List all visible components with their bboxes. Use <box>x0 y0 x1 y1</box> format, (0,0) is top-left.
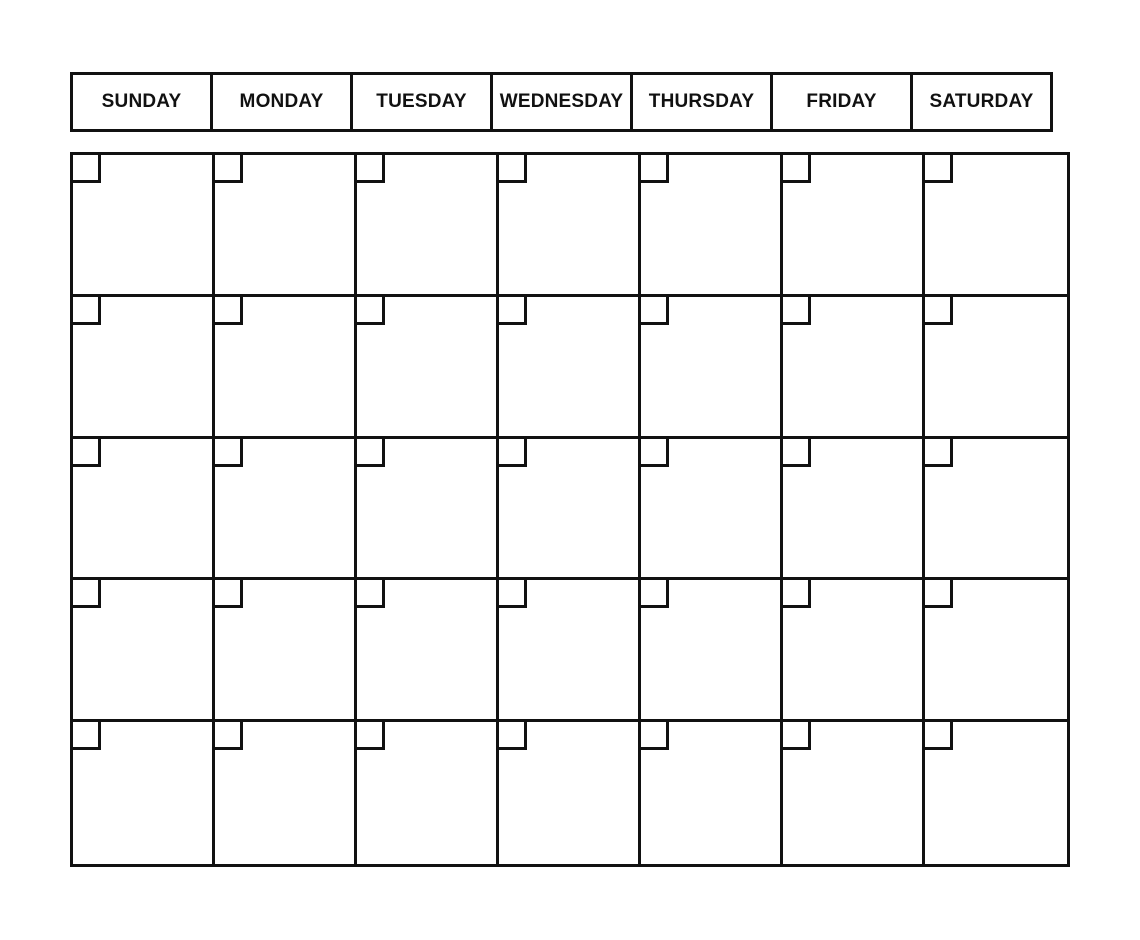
day-cell <box>215 297 357 439</box>
day-cell <box>215 722 357 864</box>
date-number-box <box>783 155 811 183</box>
day-cell <box>499 297 641 439</box>
date-number-box <box>641 155 669 183</box>
day-cell <box>215 580 357 722</box>
day-cell <box>73 297 215 439</box>
day-cell <box>73 580 215 722</box>
date-number-box <box>73 297 101 325</box>
day-cell <box>499 155 641 297</box>
day-cell <box>357 722 499 864</box>
day-cell <box>641 155 783 297</box>
day-cell <box>215 439 357 581</box>
weekday-header-tuesday: TUESDAY <box>350 72 493 132</box>
day-cell <box>925 439 1067 581</box>
date-number-box <box>783 580 811 608</box>
weekday-header-wednesday: WEDNESDAY <box>490 72 633 132</box>
day-cell <box>357 580 499 722</box>
day-cell <box>925 155 1067 297</box>
date-number-box <box>641 580 669 608</box>
day-cell <box>73 155 215 297</box>
day-cell <box>783 439 925 581</box>
date-number-box <box>499 155 527 183</box>
day-cell <box>641 580 783 722</box>
weekday-header-friday: FRIDAY <box>770 72 913 132</box>
weekday-header-monday: MONDAY <box>210 72 353 132</box>
day-cell <box>925 722 1067 864</box>
day-cell <box>925 297 1067 439</box>
date-number-box <box>215 580 243 608</box>
date-number-box <box>215 439 243 467</box>
date-number-box <box>499 297 527 325</box>
date-number-box <box>73 580 101 608</box>
day-cell <box>783 155 925 297</box>
date-number-box <box>641 297 669 325</box>
day-cell <box>215 155 357 297</box>
day-cell <box>499 722 641 864</box>
date-number-box <box>215 297 243 325</box>
day-cell <box>73 722 215 864</box>
date-number-box <box>357 439 385 467</box>
date-number-box <box>925 155 953 183</box>
date-number-box <box>641 722 669 750</box>
date-number-box <box>73 722 101 750</box>
date-number-box <box>925 722 953 750</box>
weekday-header-row <box>70 72 1070 132</box>
date-number-box <box>783 297 811 325</box>
day-cell <box>641 297 783 439</box>
day-cell <box>783 580 925 722</box>
weekday-header-sunday: SUNDAY <box>70 72 213 132</box>
date-number-box <box>215 155 243 183</box>
day-cell <box>357 297 499 439</box>
date-number-box <box>783 722 811 750</box>
date-number-box <box>357 722 385 750</box>
day-cell <box>357 439 499 581</box>
weekday-header-saturday: SATURDAY <box>910 72 1053 132</box>
date-number-box <box>73 439 101 467</box>
date-number-box <box>925 580 953 608</box>
day-cell <box>783 722 925 864</box>
day-cell <box>925 580 1067 722</box>
date-number-box <box>783 439 811 467</box>
day-cell <box>783 297 925 439</box>
date-number-box <box>357 155 385 183</box>
date-number-box <box>499 439 527 467</box>
date-number-box <box>925 297 953 325</box>
weekday-header-thursday: THURSDAY <box>630 72 773 132</box>
date-number-box <box>925 439 953 467</box>
day-cell <box>357 155 499 297</box>
calendar-grid <box>70 152 1070 867</box>
date-number-box <box>357 580 385 608</box>
day-cell <box>73 439 215 581</box>
date-number-box <box>499 722 527 750</box>
date-number-box <box>499 580 527 608</box>
day-cell <box>499 580 641 722</box>
date-number-box <box>641 439 669 467</box>
day-cell <box>641 439 783 581</box>
date-number-box <box>357 297 385 325</box>
date-number-box <box>215 722 243 750</box>
date-number-box <box>73 155 101 183</box>
day-cell <box>499 439 641 581</box>
day-cell <box>641 722 783 864</box>
